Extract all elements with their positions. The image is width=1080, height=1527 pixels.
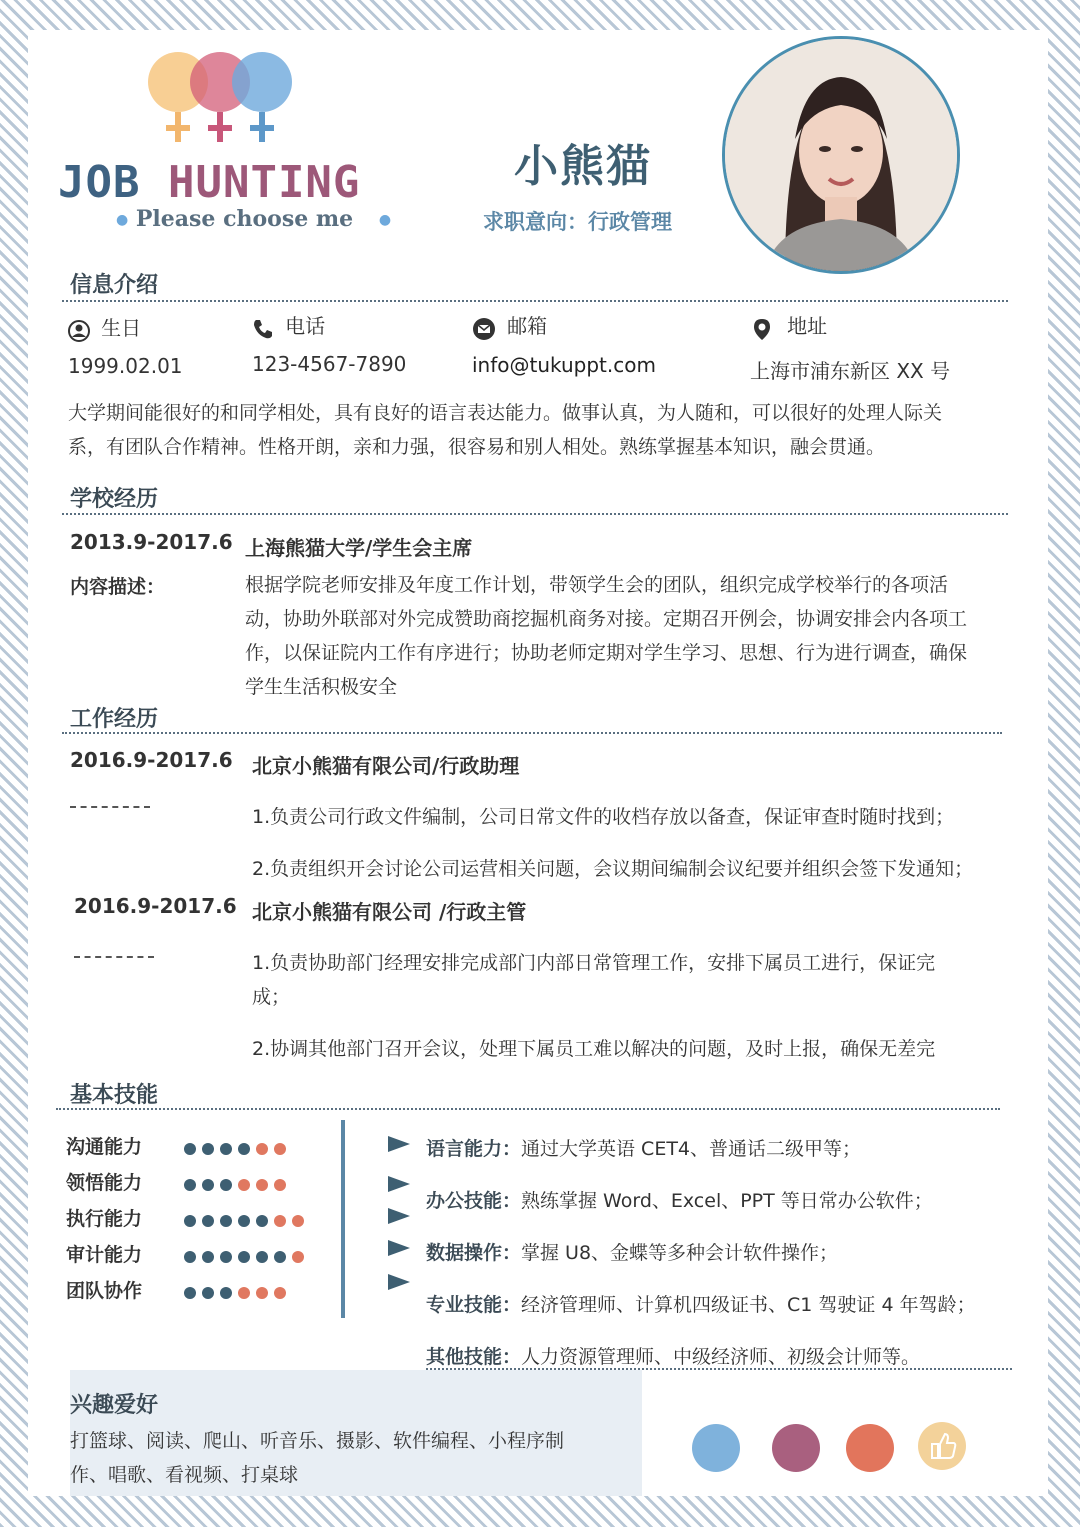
hobbies-text [70, 1424, 564, 1492]
arrow-icon [388, 1176, 410, 1192]
summary-paragraph [68, 396, 1018, 464]
rating-dot [274, 1251, 286, 1263]
skills-divider [56, 1108, 1000, 1110]
rating-dot [184, 1251, 196, 1263]
email-label: 邮箱 [507, 314, 548, 338]
skill-rating-row [66, 1276, 310, 1312]
skill-rating-dots [184, 1282, 292, 1301]
rating-dot [202, 1143, 214, 1155]
skill-detail-text: 人力资源管理师、中级经济师、初级会计师等。 [521, 1346, 921, 1368]
skill-rating-dots [184, 1246, 310, 1265]
tagline-dot-right: ● [378, 212, 392, 228]
work-divider [62, 732, 1002, 734]
rating-dot [184, 1179, 196, 1191]
job-intent-value: 行政管理 [588, 210, 672, 234]
rating-dot [220, 1215, 232, 1227]
job-2-item [252, 946, 935, 1014]
summary-line-1: 大学期间能很好的和同学相处，具有良好的语言表达能力。做事认真，为人随和，可以很好的处理人际关 [68, 402, 943, 424]
work-section-title: 工作经历 [70, 707, 159, 732]
info-birthday [68, 312, 183, 378]
rating-dot [184, 1287, 196, 1299]
hobbies-line-2: 作、唱歌、看视频、打桌球 [70, 1464, 299, 1486]
skill-detail-name: 语言能力： [426, 1138, 522, 1160]
job-1-clipped-label [70, 806, 150, 812]
skill-rating-row [66, 1240, 310, 1276]
deco-circle-blue [692, 1424, 740, 1472]
skill-rating-row [66, 1204, 310, 1240]
skill-detail-row [426, 1184, 976, 1236]
skills-section-title: 基本技能 [70, 1083, 159, 1108]
rating-dot [184, 1215, 196, 1227]
profile-photo [722, 36, 960, 274]
arrow-icon [388, 1208, 410, 1224]
school-desc-label: 内容描述： [70, 576, 166, 598]
school-divider [62, 513, 1008, 515]
skill-rating-row [66, 1168, 310, 1204]
rating-dot [256, 1287, 268, 1299]
school-desc-line: 作，以保证院内工作有序进行；协助老师定期对学生学习、思想、行为进行调查，确保 [245, 642, 968, 664]
phone-label: 电话 [285, 314, 326, 338]
job-2-item-line: 1.负责协助部门经理安排完成部门内部日常管理工作，安排下属员工进行，保证完 [252, 952, 936, 974]
rating-dot [238, 1143, 250, 1155]
skill-rating-label: 沟通能力 [66, 1136, 143, 1158]
rating-dot [238, 1251, 250, 1263]
rating-dot [202, 1251, 214, 1263]
skill-rating-dots [184, 1174, 292, 1193]
rating-dot [274, 1143, 286, 1155]
rating-dot [220, 1179, 232, 1191]
arrow-icon [388, 1240, 410, 1256]
skill-rating-label: 审计能力 [66, 1244, 143, 1266]
rating-dot [274, 1215, 286, 1227]
job-1-item: 1.负责公司行政文件编制，公司日常文件的收档存放以备查，保证审查时随时找到； [252, 806, 955, 828]
gender-symbols-icon [140, 46, 300, 146]
birthday-value: 1999.02.01 [68, 353, 183, 378]
school-org: 上海熊猫大学/学生会主席 [245, 536, 473, 560]
job-intent-label: 求职意向： [483, 210, 588, 234]
skills-vertical-divider [341, 1120, 345, 1318]
rating-dot [202, 1215, 214, 1227]
rating-dot [238, 1287, 250, 1299]
rating-dot [220, 1251, 232, 1263]
logo-symbol [140, 46, 300, 146]
skill-detail-text: 掌握 U8、金蝶等多种会计软件操作； [521, 1242, 839, 1264]
rating-dot [220, 1287, 232, 1299]
logo-title [58, 158, 360, 208]
logo-hunting: HUNTING [167, 157, 361, 208]
job-2-item-line: 成； [252, 986, 291, 1008]
logo-job: JOB [58, 157, 141, 208]
deco-circle-purple [772, 1424, 820, 1472]
school-desc-line: 根据学院老师安排及年度工作计划，带领学生会的团队，组织完成学校举行的各项活 [245, 574, 949, 596]
email-value[interactable]: info@tukuppt.com [472, 352, 656, 377]
deco-circle-orange [846, 1424, 894, 1472]
rating-dot [274, 1179, 286, 1191]
skill-detail-row [426, 1288, 976, 1340]
skill-rating-row [66, 1132, 310, 1168]
hobbies-line-1: 打篮球、阅读、爬山、听音乐、摄影、软件编程、小程序制 [70, 1430, 565, 1452]
rating-dot [220, 1143, 232, 1155]
skill-detail-name: 其他技能： [426, 1346, 522, 1368]
info-email [472, 310, 656, 377]
job-intent [483, 206, 672, 236]
skill-detail-row [426, 1132, 976, 1184]
job-1-date: 2016.9-2017.6 [70, 748, 233, 772]
arrow-icon [388, 1274, 410, 1290]
skill-rating-dots [184, 1138, 292, 1157]
skill-rating-label: 团队协作 [66, 1280, 143, 1302]
skill-detail-text: 通过大学英语 CET4、普通话二级甲等； [521, 1138, 862, 1160]
rating-dot [184, 1143, 196, 1155]
skill-detail-name: 办公技能： [426, 1190, 522, 1212]
job-1-item: 2.负责组织开会讨论公司运营相关问题，会议期间编制会议纪要并组织会签下发通知； [252, 858, 974, 880]
rating-dot [256, 1215, 268, 1227]
phone-value: 123-4567-7890 [252, 351, 407, 376]
rating-dot [256, 1251, 268, 1263]
rating-dot [274, 1287, 286, 1299]
tagline-text: Please choose me [135, 206, 354, 232]
job-2-org: 北京小熊猫有限公司 /行政主管 [252, 900, 527, 924]
school-desc [245, 568, 1015, 704]
rating-dot [256, 1179, 268, 1191]
tagline-dot-left: ● [116, 212, 129, 228]
skill-detail-name: 数据操作： [426, 1242, 522, 1264]
info-address [750, 310, 950, 384]
skill-detail-row [426, 1236, 976, 1288]
job-2-date: 2016.9-2017.6 [74, 894, 237, 918]
location-icon [750, 317, 774, 341]
skill-rating-dots [184, 1210, 310, 1229]
summary-line-2: 系，有团队合作精神。性格开朗，亲和力强，很容易和别人相处。熟练掌握基本知识，融会贯通。 [68, 436, 886, 458]
job-1-org: 北京小熊猫有限公司/行政助理 [252, 754, 520, 778]
rating-dot [238, 1179, 250, 1191]
skill-details [426, 1132, 976, 1392]
rating-dot [238, 1215, 250, 1227]
birthday-label: 生日 [101, 316, 142, 340]
arrow-icon [388, 1136, 410, 1152]
portrait-placeholder [725, 39, 957, 271]
rating-dot [202, 1179, 214, 1191]
school-date: 2013.9-2017.6 [70, 530, 233, 554]
school-desc-line: 学生生活积极安全 [245, 676, 398, 698]
rating-dot [292, 1251, 304, 1263]
info-phone [252, 310, 406, 376]
school-desc-line: 动，协助外联部对外完成赞助商挖掘机商务对接。定期召开例会，协调安排会内各项工 [245, 608, 968, 630]
skill-rating-label: 执行能力 [66, 1208, 143, 1230]
hobbies-section-title: 兴趣爱好 [70, 1393, 159, 1418]
job-2-clipped-label [74, 956, 154, 962]
rating-dot [202, 1287, 214, 1299]
info-section-title: 信息介绍 [70, 273, 159, 298]
skill-detail-text: 熟练掌握 Word、Excel、PPT 等日常办公软件； [521, 1190, 933, 1212]
skill-ratings [66, 1132, 310, 1312]
school-section-title: 学校经历 [70, 487, 159, 512]
logo-tagline [116, 206, 391, 232]
address-label: 地址 [787, 314, 828, 338]
thumbs-up-icon [918, 1422, 966, 1470]
rating-dot [292, 1215, 304, 1227]
rating-dot [256, 1143, 268, 1155]
skill-rating-label: 领悟能力 [66, 1172, 143, 1194]
address-value: 上海市浦东新区 XX 号 [750, 358, 951, 383]
job-2-item: 2.协调其他部门召开会议，处理下属员工难以解决的问题，及时上报，确保无差完 [252, 1038, 936, 1060]
person-icon [68, 320, 90, 342]
candidate-name: 小熊猫 [514, 141, 652, 192]
phone-icon [252, 318, 274, 340]
info-divider [62, 300, 1008, 302]
skill-detail-name: 专业技能： [426, 1294, 522, 1316]
mail-icon [472, 317, 496, 341]
skill-detail-text: 经济管理师、计算机四级证书、C1 驾驶证 4 年驾龄； [521, 1294, 976, 1316]
